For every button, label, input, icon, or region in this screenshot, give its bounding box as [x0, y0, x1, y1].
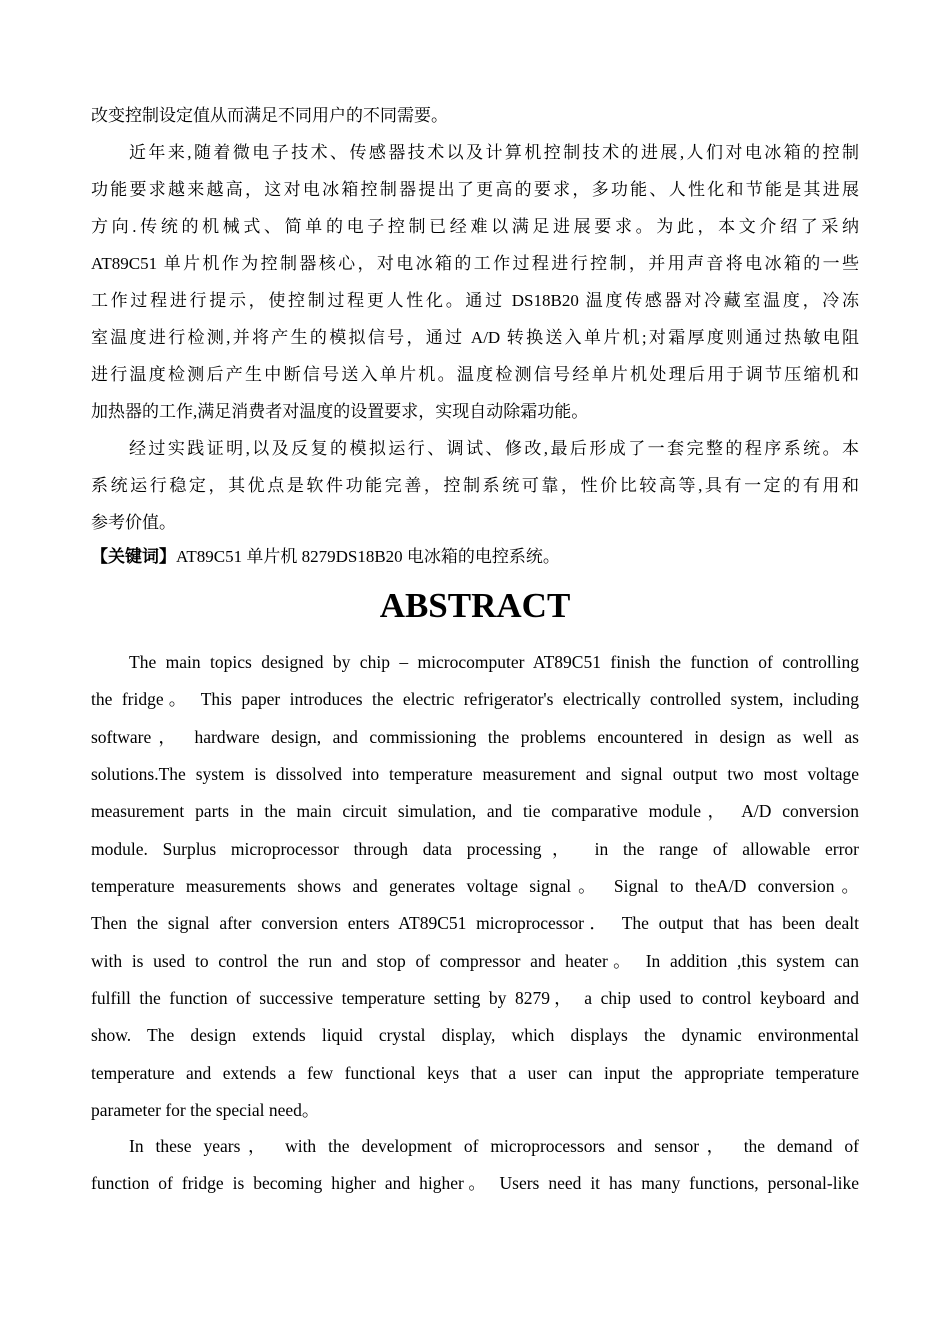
keywords-line — [91, 546, 859, 568]
paragraph-line: parameter for the special need。 — [91, 1100, 320, 1120]
paragraph-line: 室温度进行检测,并将产生的模拟信号，通过 A/D 转换送入单片机;对霜厚度则通过热敏电阻 — [91, 328, 859, 347]
paragraph-line: software， hardware design, and commissioning the problems encountered in design as well as — [91, 727, 859, 747]
paragraph-line: AT89C51 单片机作为控制器核心，对电冰箱的工作过程进行控制，并用声音将电冰箱的一些 — [91, 254, 859, 273]
paragraph-line: module. Surplus microprocessor through data processing， in the range of allowable error — [91, 839, 859, 859]
paragraph-line: the fridge。 This paper introduces the electric refrigerator's electrically controlled system, including — [91, 689, 859, 709]
paragraph-line: 系统运行稳定，其优点是软件功能完善，控制系统可靠，性价比较高等,具有一定的有用和 — [91, 476, 859, 495]
paragraph-line: fulfill the function of successive temperature setting by 8279， a chip used to control keyboard and — [91, 988, 859, 1008]
paragraph-line: temperature measurements shows and generates voltage signal。 Signal to theA/D conversion。 — [91, 876, 859, 896]
paragraph-line: In these years， with the development of microprocessors and sensor， the demand of — [129, 1136, 859, 1156]
paragraph-line: 近年来,随着微电子技术、传感器技术以及计算机控制技术的进展,人们对电冰箱的控制 — [129, 143, 859, 162]
paragraph-line: solutions.The system is dissolved into temperature measurement and signal output two most voltage — [91, 764, 859, 784]
paragraph-line: 加热器的工作,满足消费者对温度的设置要求，实现自动除霜功能。 — [91, 402, 589, 421]
paragraph-line: measurement parts in the main circuit simulation, and tie comparative module， A/D conversion — [91, 801, 859, 821]
paragraph-line: The main topics designed by chip – microcomputer AT89C51 finish the function of controlling — [129, 652, 859, 672]
paragraph-line: function of fridge is becoming higher and higher。 Users need it has many functions, personal-like — [91, 1173, 859, 1193]
paragraph-line: temperature and extends a few functional keys that a user can input the appropriate temperature — [91, 1063, 859, 1083]
abstract-heading: ABSTRACT — [379, 586, 571, 625]
paragraph-line: 方向.传统的机械式、简单的电子控制已经难以满足进展要求。为此，本文介绍了采纳 — [91, 217, 859, 236]
paragraph-line: 工作过程进行提示，使控制过程更人性化。通过 DS18B20 温度传感器对冷藏室温度，冷冻 — [91, 291, 859, 310]
paragraph-line: 参考价值。 — [91, 513, 176, 532]
paragraph-line: 经过实践证明,以及反复的模拟运行、调试、修改,最后形成了一套完整的程序系统。本 — [129, 439, 859, 458]
paragraph-line: 功能要求越来越高，这对电冰箱控制器提出了更高的要求，多功能、人性化和节能是其进展 — [91, 180, 859, 199]
paragraph-line: with is used to control the run and stop of compressor and heater。 In addition ,this system can — [91, 951, 859, 971]
keywords-label: 【关键词】 — [91, 547, 176, 566]
paragraph-line: Then the signal after conversion enters AT89C51 microprocessor． The output that has been dealt — [91, 913, 859, 933]
paragraph-continuation-line: 改变控制设定值从而满足不同用户的不同需要。 — [91, 106, 448, 125]
keywords-value: AT89C51 单片机 8279DS18B20 电冰箱的电控系统。 — [176, 547, 560, 566]
paragraph-line: show. The design extends liquid crystal display, which displays the dynamic environmental — [91, 1025, 859, 1045]
paragraph-line: 进行温度检测后产生中断信号送入单片机。温度检测信号经单片机处理后用于调节压缩机和 — [91, 365, 859, 384]
